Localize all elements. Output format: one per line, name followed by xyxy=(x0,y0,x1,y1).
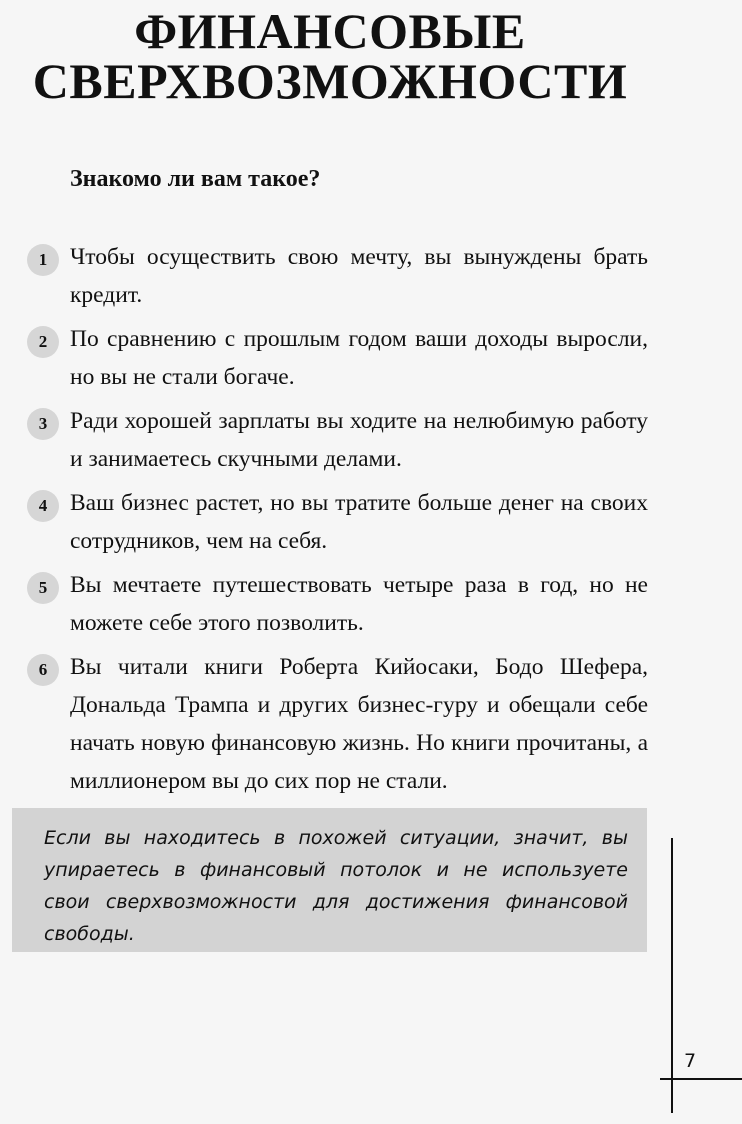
intro-question: Знакомо ли вам такое? xyxy=(70,166,321,192)
item-text: Вы мечтаете путешествовать четыре раза в год, но не можете себе этого позволить. xyxy=(70,572,648,636)
callout-box xyxy=(12,808,647,952)
page-title-line-1: ФИНАНСОВЫЕ xyxy=(134,3,526,59)
item-number-badge: 5 xyxy=(27,572,59,604)
item-text: Чтобы осуществить свою мечту, вы вынуждены брать кредит. xyxy=(70,244,648,308)
item-text: Вы читали книги Роберта Кийосаки, Бодо Шефера, Дональда Трампа и других бизнес-гуру и обещали себе начать новую финансовую жизнь. Но книги прочитаны, а миллионером вы до сих пор не стали. xyxy=(70,654,648,794)
list-item xyxy=(0,402,742,478)
list-item xyxy=(0,484,742,560)
margin-horizontal-rule xyxy=(660,1078,742,1080)
page-title xyxy=(0,3,660,109)
list-item xyxy=(0,566,742,642)
page-title-line-2: СВЕРХВОЗМОЖНОСТИ xyxy=(32,53,628,109)
item-number-badge: 6 xyxy=(27,654,59,686)
page-number: 7 xyxy=(684,1050,697,1072)
margin-vertical-rule xyxy=(671,838,673,1113)
list-item xyxy=(0,648,742,800)
list-item xyxy=(0,238,742,314)
item-text: Ради хорошей зарплаты вы ходите на нелюбимую работу и занимаетесь скучными делами. xyxy=(70,408,648,472)
list-item xyxy=(0,320,742,396)
item-text: По сравнению с прошлым годом ваши доходы выросли, но вы не стали богаче. xyxy=(70,326,648,390)
item-number-badge: 2 xyxy=(27,326,59,358)
item-number-badge: 4 xyxy=(27,490,59,522)
situation-list xyxy=(0,238,742,806)
callout-text: Если вы находитесь в похожей ситуации, значит, вы упираетесь в финансовый потолок и не используете свои сверхвозможности для достижения финансовой свободы. xyxy=(44,827,628,945)
item-number-badge: 3 xyxy=(27,408,59,440)
item-text: Ваш бизнес растет, но вы тратите больше денег на своих сотрудников, чем на себя. xyxy=(70,490,648,554)
item-number-badge: 1 xyxy=(27,244,59,276)
